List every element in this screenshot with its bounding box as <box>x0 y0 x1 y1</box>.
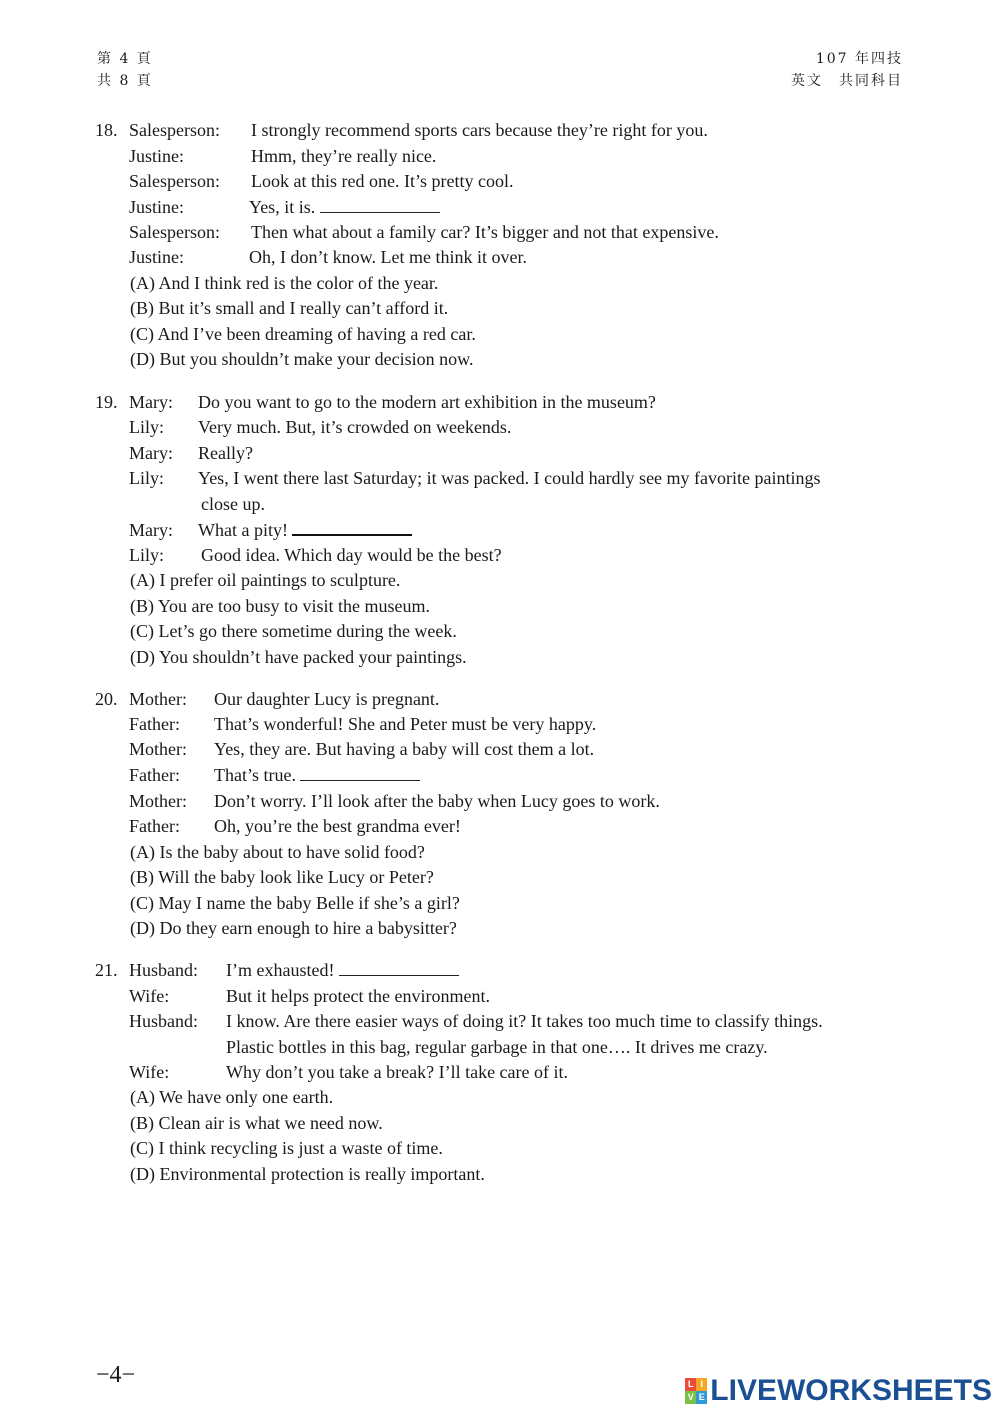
answer-blank[interactable] <box>339 959 459 976</box>
speaker: Lily: <box>129 468 164 488</box>
answer-blank[interactable] <box>300 764 420 781</box>
answer-blank[interactable] <box>292 518 412 536</box>
speaker: Father: <box>129 714 180 734</box>
question-number: 19. <box>95 392 118 412</box>
utterance: Oh, I don’t know. Let me think it over. <box>249 247 527 267</box>
question-number: 20. <box>95 689 118 709</box>
option-b[interactable]: (B) Will the baby look like Lucy or Peter? <box>130 867 434 887</box>
total-pages: 共 8 頁 <box>97 73 153 89</box>
speaker: Father: <box>129 765 180 785</box>
speaker: Salesperson: <box>129 222 220 242</box>
option-a[interactable]: (A) We have only one earth. <box>130 1087 334 1107</box>
utterance: Do you want to go to the modern art exhibition in the museum? <box>198 392 656 412</box>
header-left <box>97 48 153 92</box>
speaker: Salesperson: <box>129 120 220 140</box>
liveworksheets-logo[interactable] <box>685 1374 992 1408</box>
option-b[interactable]: (B) You are too busy to visit the museum. <box>130 596 430 616</box>
utterance: I’m exhausted! <box>226 958 459 982</box>
header-right <box>791 48 903 92</box>
speaker: Father: <box>129 816 180 836</box>
option-b[interactable]: (B) But it’s small and I really can’t afford it. <box>130 298 449 318</box>
utterance: I strongly recommend sports cars because they’re right for you. <box>251 120 708 140</box>
brand-text: LIVEWORKSHEETS <box>710 1374 992 1407</box>
speaker: Justine: <box>129 247 185 267</box>
question-number: 21. <box>95 960 118 980</box>
utterance: That’s true. <box>214 763 420 787</box>
speaker: Mary: <box>129 443 173 463</box>
option-c[interactable]: (C) And I’ve been dreaming of having a red car. <box>130 324 476 344</box>
speaker: Wife: <box>129 1062 170 1082</box>
speaker: Salesperson: <box>129 171 220 191</box>
utterance: Good idea. Which day would be the best? <box>201 545 502 565</box>
speaker: Mother: <box>129 791 187 811</box>
page-number: −4− <box>96 1362 136 1388</box>
utterance: Why don’t you take a break? I’ll take care of it. <box>226 1062 569 1082</box>
option-c[interactable]: (C) Let’s go there sometime during the week. <box>130 621 457 641</box>
utterance: But it helps protect the environment. <box>226 986 490 1006</box>
option-d[interactable]: (D) Do they earn enough to hire a babysitter? <box>130 918 457 938</box>
brand-icon-letter: I <box>696 1378 707 1391</box>
speaker: Mary: <box>129 520 173 540</box>
speaker: Wife: <box>129 986 170 1006</box>
page-indicator: 第 4 頁 <box>97 51 153 67</box>
option-a[interactable]: (A) I prefer oil paintings to sculpture. <box>130 570 401 590</box>
brand-icon-letter: L <box>685 1378 696 1391</box>
utterance: Really? <box>198 443 253 463</box>
brand-icon-letter: E <box>696 1391 707 1404</box>
option-a[interactable]: (A) And I think red is the color of the year. <box>130 273 439 293</box>
utterance: Yes, I went there last Saturday; it was packed. I could hardly see my favorite paintings <box>198 468 821 488</box>
utterance: Look at this red one. It’s pretty cool. <box>251 171 514 191</box>
speaker: Mother: <box>129 739 187 759</box>
utterance: Yes, they are. But having a baby will cost them a lot. <box>214 739 595 759</box>
option-b[interactable]: (B) Clean air is what we need now. <box>130 1113 383 1133</box>
option-c[interactable]: (C) I think recycling is just a waste of time. <box>130 1138 443 1158</box>
utterance: Hmm, they’re really nice. <box>251 146 437 166</box>
exam-subject: 英文 共同科目 <box>791 73 903 89</box>
exam-title: 107 年四技 <box>815 51 903 67</box>
speaker: Husband: <box>129 960 198 980</box>
utterance-continuation: close up. <box>201 494 265 514</box>
speaker: Lily: <box>129 417 164 437</box>
utterance: That’s wonderful! She and Peter must be very happy. <box>214 714 597 734</box>
question-number: 18. <box>95 120 118 140</box>
utterance: Don’t worry. I’ll look after the baby when Lucy goes to work. <box>214 791 660 811</box>
utterance: Very much. But, it’s crowded on weekends. <box>198 417 512 437</box>
speaker: Husband: <box>129 1011 198 1031</box>
answer-blank[interactable] <box>320 196 440 213</box>
option-d[interactable]: (D) You shouldn’t have packed your paintings. <box>130 647 467 667</box>
utterance: Yes, it is. <box>249 195 440 219</box>
speaker: Justine: <box>129 197 185 217</box>
option-a[interactable]: (A) Is the baby about to have solid food? <box>130 842 425 862</box>
liveworksheets-icon <box>685 1378 707 1404</box>
utterance: Our daughter Lucy is pregnant. <box>214 689 440 709</box>
speaker: Justine: <box>129 146 185 166</box>
utterance-continuation: Plastic bottles in this bag, regular garbage in that one…. It drives me crazy. <box>226 1037 768 1057</box>
option-c[interactable]: (C) May I name the baby Belle if she’s a girl? <box>130 893 460 913</box>
utterance: Then what about a family car? It’s bigger and not that expensive. <box>251 222 719 242</box>
speaker: Mother: <box>129 689 187 709</box>
utterance: Oh, you’re the best grandma ever! <box>214 816 461 836</box>
utterance: I know. Are there easier ways of doing it? It takes too much time to classify things. <box>226 1011 823 1031</box>
option-d[interactable]: (D) Environmental protection is really important. <box>130 1164 485 1184</box>
speaker: Mary: <box>129 392 173 412</box>
brand-icon-letter: V <box>685 1391 696 1404</box>
utterance: What a pity! <box>198 518 412 542</box>
speaker: Lily: <box>129 545 164 565</box>
option-d[interactable]: (D) But you shouldn’t make your decision now. <box>130 349 474 369</box>
